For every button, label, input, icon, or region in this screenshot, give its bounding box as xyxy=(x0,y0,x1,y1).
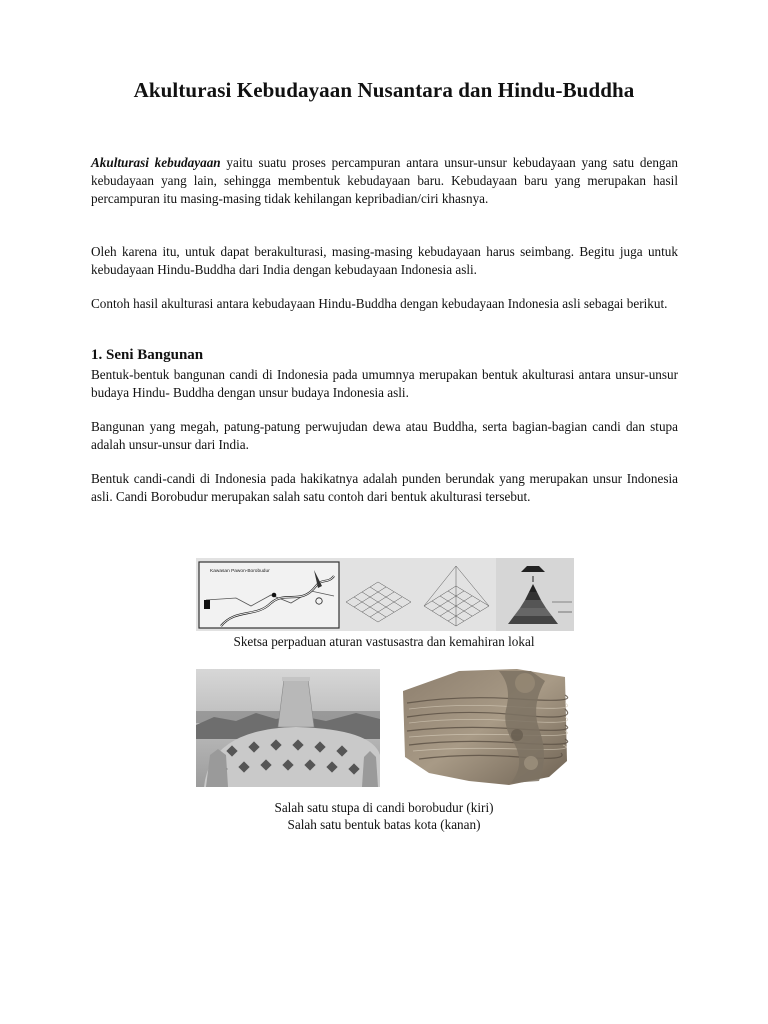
stone-boundary-graphic xyxy=(399,665,569,790)
section1-paragraph-3: Bentuk candi-candi di Indonesia pada hakikatnya adalah punden berundak yang merupakan unsur Indonesia asli. Candi Borobudur merupakan salah satu contoh dari bentuk akulturasi tersebut. xyxy=(91,471,678,504)
section-heading-seni-bangunan: 1. Seni Bangunan xyxy=(91,347,204,363)
paragraph-3: Contoh hasil akulturasi antara kebudayaan Hindu-Buddha dengan kebudayaan Indonesia asli sebagai berikut. xyxy=(91,296,668,311)
city-boundary-photo xyxy=(399,665,569,790)
section1-paragraph-1: Bentuk-bentuk bangunan candi di Indonesia pada umumnya merupakan bentuk akulturasi antara unsur-unsur budaya Hindu- Buddha dengan unsur budaya Indonesia asli. xyxy=(91,367,678,400)
sketch-graphic xyxy=(196,558,574,631)
figure2-caption-line1: Salah satu stupa di candi borobudur (kiri) xyxy=(274,800,494,815)
intro-term: Akulturasi kebudayaan xyxy=(91,155,221,170)
section1-paragraph-2: Bangunan yang megah, patung-patung perwujudan dewa atau Buddha, serta bagian-bagian candi dan stupa adalah unsur-unsur dari India. xyxy=(91,419,678,452)
figure2-caption-line2: Salah satu bentuk batas kota (kanan) xyxy=(287,817,481,832)
map-label: Kawasan Pawon-Borobudur xyxy=(210,569,270,574)
stupa-graphic xyxy=(196,669,380,787)
vastusastra-sketch-image xyxy=(196,558,574,631)
paragraph-2: Oleh karena itu, untuk dapat berakulturasi, masing-masing kebudayaan harus seimbang. Begitu juga untuk kebudayaan Hindu-Buddha dari India dengan kebudayaan Indonesia asli. xyxy=(91,244,678,277)
intro-paragraph xyxy=(91,154,678,208)
intro-text: yaitu suatu proses percampuran antara unsur-unsur kebudayaan yang satu dengan kebudayaan yang lain, sehingga membentuk kebudayaan baru. Kebudayaan baru yang merupakan hasil percampuran itu masing-masing tidak kehilangan kepribadian/ciri khasnya. xyxy=(91,155,678,206)
figure1-caption: Sketsa perpaduan aturan vastusastra dan kemahiran lokal xyxy=(233,634,535,649)
page-title: Akulturasi Kebudayaan Nusantara dan Hindu-Buddha xyxy=(133,78,635,102)
borobudur-stupa-photo xyxy=(196,669,380,787)
